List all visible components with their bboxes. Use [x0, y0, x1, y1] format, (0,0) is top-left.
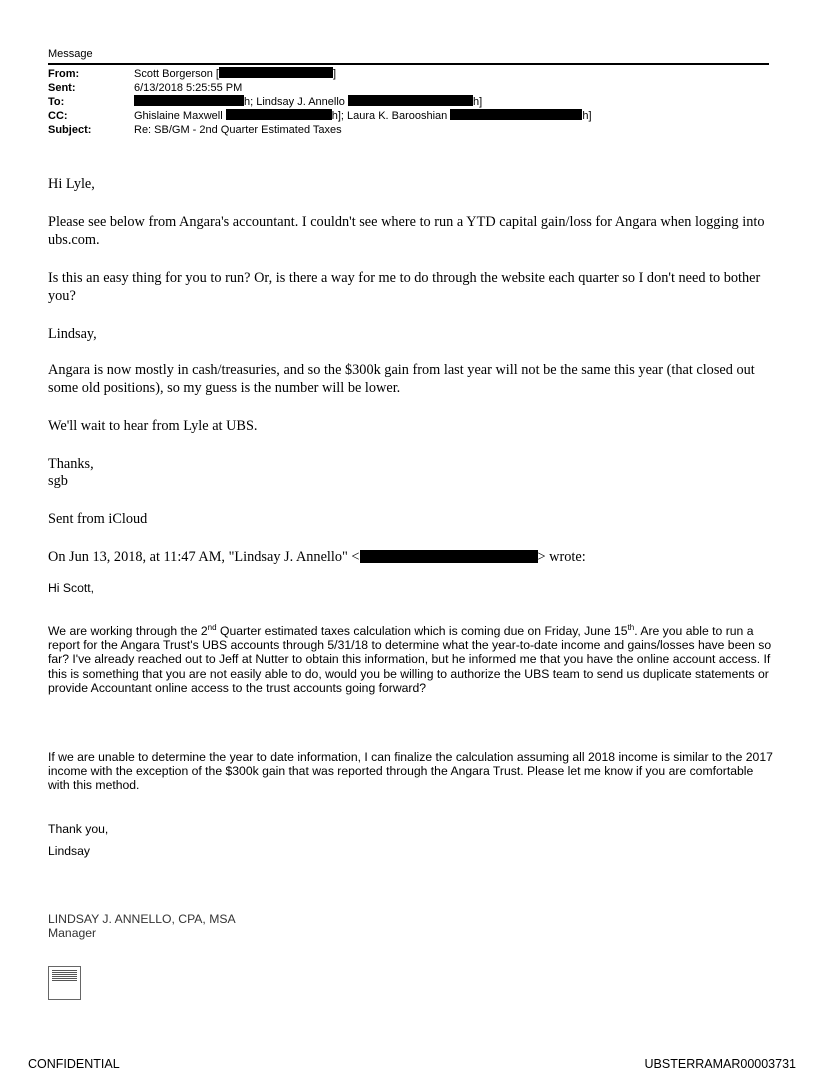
from-row — [48, 67, 769, 81]
reply-paragraph-3: Lindsay, — [48, 326, 97, 342]
from-value — [134, 67, 336, 81]
original-name: Lindsay — [48, 844, 91, 858]
cc-part3: h] — [582, 110, 592, 122]
quote-prefix: On Jun 13, 2018, at 11:47 AM, "Lindsay J. Annello" < — [48, 549, 360, 565]
redaction-bar — [219, 67, 333, 78]
quote-intro — [48, 549, 768, 567]
original-paragraph-2: If we are unable to determine the year to date information, I can finalize the calculation assuming all 2018 income is similar to the 2017 income with the exception of the $300k gain that was reported through the Angara Trust. Please let me know if you are comfortable with this method. — [48, 750, 773, 793]
signature-name-title: LINDSAY J. ANNELLO, CPA, MSA — [48, 912, 236, 926]
redaction-bar — [134, 95, 244, 106]
original-thank-you: Thank you, — [48, 822, 109, 836]
reply-greeting: Hi Lyle, — [48, 176, 95, 192]
subject-row — [48, 123, 769, 137]
email-header — [48, 67, 769, 137]
subject-value: Re: SB/GM - 2nd Quarter Estimated Taxes — [134, 124, 342, 136]
footer-confidential: CONFIDENTIAL — [28, 1057, 120, 1071]
header-divider — [48, 63, 769, 65]
signature-role: Manager — [48, 926, 97, 941]
from-label: From: — [48, 68, 80, 80]
subject-label: Subject: — [48, 124, 92, 136]
p1-text-c: . Are you able to run a report for the Angara Trust's UBS accounts through 5/31/18 to determine what the year-to-date income and gains/losses have been so far? I've already reached out to Jeff at Nutter to obtain this information, but he informed me that you have the online account access. If this is something that you are not easily able to do, would you be willing to authorize the UBS team to send us duplicate statements or provide Accountant online access to the trust accounts going forward? — [48, 624, 772, 695]
sent-value: 6/13/2018 5:25:55 PM — [134, 82, 243, 94]
p1-superscript-nd: nd — [207, 622, 217, 632]
original-greeting: Hi Scott, — [48, 581, 95, 595]
cc-row — [48, 109, 769, 123]
reply-paragraph-5: We'll wait to hear from Lyle at UBS. — [48, 418, 258, 434]
original-paragraph-1 — [48, 624, 773, 695]
redaction-bar — [348, 95, 473, 106]
sent-label: Sent: — [48, 82, 76, 94]
cc-name1: Ghislaine Maxwell — [134, 110, 223, 122]
reply-initials: sgb — [48, 473, 68, 489]
footer-bates-number: UBSTERRAMAR00003731 — [644, 1057, 796, 1071]
p1-text-a: We are working through the 2 — [48, 624, 208, 638]
signature-logo-image — [48, 966, 81, 1000]
to-part2: h] — [472, 96, 483, 108]
redaction-bar — [226, 109, 332, 120]
redaction-bar — [450, 109, 582, 120]
quote-suffix: > wrote: — [537, 549, 586, 565]
message-label: Message — [48, 48, 93, 60]
to-row — [48, 95, 769, 109]
signature-logo-graphic — [52, 970, 77, 982]
reply-paragraph-4: Angara is now mostly in cash/treasuries, and so the $300k gain from last year will not be the same this year (that closed out some old positions), so my guess is the number will be lower. — [48, 362, 755, 396]
reply-thanks: Thanks, — [48, 456, 94, 472]
from-close: ] — [333, 68, 337, 80]
cc-value — [134, 109, 592, 123]
signature-block — [48, 912, 236, 940]
reply-paragraph-2: Is this an easy thing for you to run? Or, is there a way for me to do through the website each quarter so I don't need to bother you? — [48, 270, 761, 304]
p1-text-b: Quarter estimated taxes calculation which is coming due on Friday, June 15 — [216, 624, 628, 638]
cc-part2: h]; Laura K. Barooshian — [331, 110, 448, 122]
to-part1: h; Lindsay J. Annello — [244, 96, 345, 108]
p1-superscript-th: th — [627, 622, 635, 632]
reply-paragraph-1: Please see below from Angara's accountant. I couldn't see where to run a YTD capital gain/loss for Angara when logging into ubs.com. — [48, 214, 765, 248]
cc-label: CC: — [48, 110, 68, 122]
sent-from-line: Sent from iCloud — [48, 511, 148, 527]
redaction-bar — [360, 550, 538, 563]
sent-row — [48, 81, 769, 95]
from-name: Scott Borgerson [ — [134, 68, 219, 80]
to-label: To: — [48, 96, 65, 108]
to-value — [134, 95, 482, 109]
